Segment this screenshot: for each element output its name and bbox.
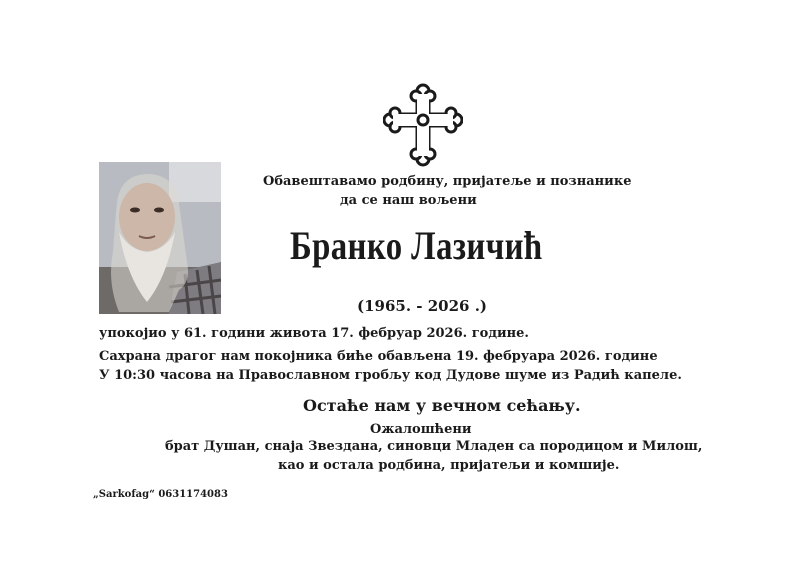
family-line-1: брат Душан, снаја Звездана, синовци Младен са породицом и Милош,: [165, 439, 703, 454]
death-line: упокојио у 61. години живота 17. фебруар 2026. године.: [99, 326, 529, 341]
portrait-image: [99, 162, 221, 314]
deceased-photo: [99, 162, 221, 314]
undertaker-signature: „Sarkofag“ 0631174083: [93, 489, 228, 500]
intro-line-2: да се наш вољени: [340, 193, 477, 208]
intro-line-1: Обавештавамо родбину, пријатеље и познанике: [263, 174, 632, 189]
funeral-line-1: Сахрана драгог нам покојника биће обављена 19. фебруара 2026. године: [99, 349, 658, 364]
deceased-name: Бранко Лазичић: [290, 223, 543, 268]
life-years: (1965. - 2026 .): [357, 297, 488, 315]
cross-icon: [383, 82, 463, 168]
remembrance-line: Остаће нам у вечном сећању.: [303, 396, 581, 415]
funeral-line-2: У 10:30 часова на Православном гробљу код Дудове шуме из Радић капеле.: [99, 368, 682, 383]
family-line-2: као и остала родбина, пријатељи и комшије.: [278, 458, 620, 473]
mourners-title: Ожалошћени: [370, 422, 472, 437]
